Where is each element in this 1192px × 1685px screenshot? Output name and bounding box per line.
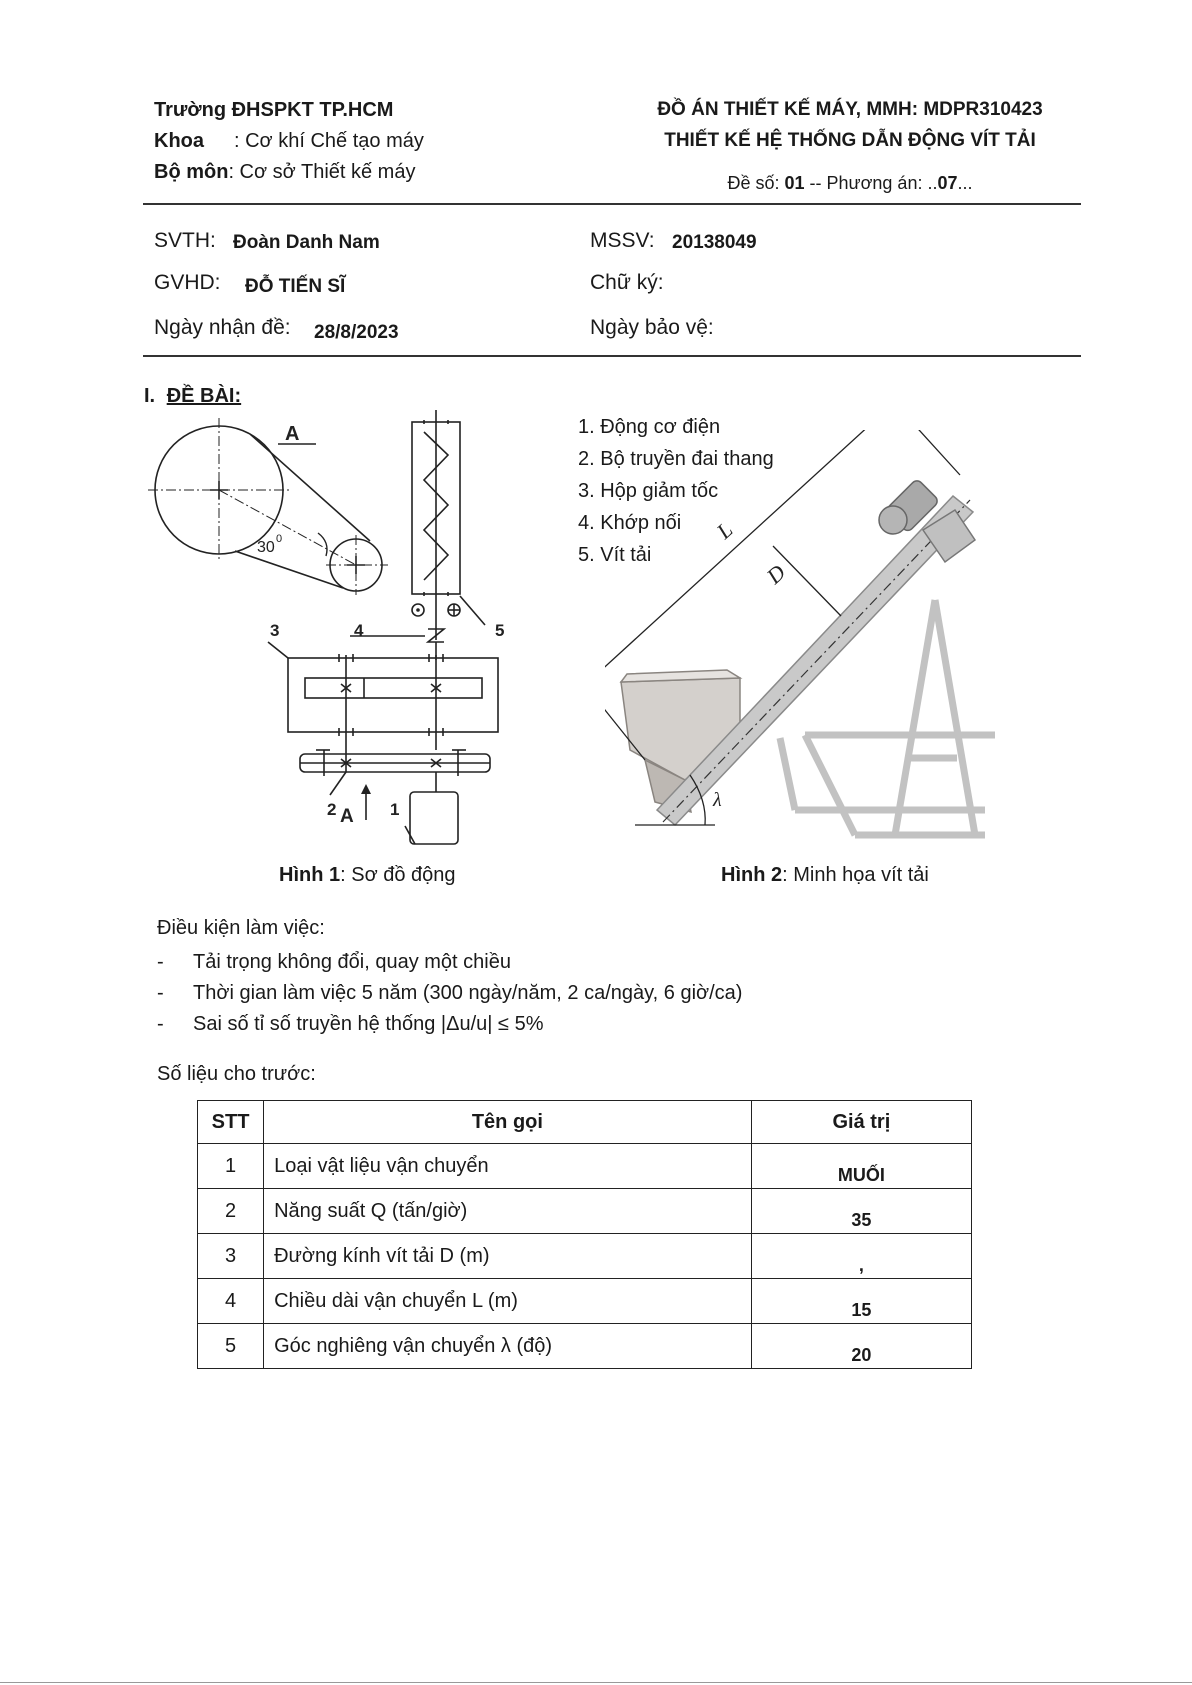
label-5: 5 [495,621,505,640]
gearbox-housing [288,658,498,732]
kinematic-diagram [140,410,540,855]
leader-3 [268,642,288,658]
received-date: 28/8/2023 [314,322,399,343]
row-value: 35 [751,1189,971,1234]
given-data-table [197,1100,972,1369]
given-data-title: Số liệu cho trước: [157,1063,316,1085]
option-prefix: -- Phương án: .. [804,173,938,193]
col-header-name: Tên gọi [264,1101,752,1144]
label-1: 1 [390,800,400,819]
angle-label: 30 [257,539,275,556]
screw-conveyor-illustration [605,430,1025,850]
row-number: 3 [198,1234,264,1279]
condition-item: - Thời gian làm việc 5 năm (300 ngày/năm, 2 ca/ngày, 6 giờ/ca) [157,982,743,1004]
project-title: THIẾT KẾ HỆ THỐNG DẪN ĐỘNG VÍT TẢI [664,130,1036,151]
row-name: Đường kính vít tải D (m) [264,1234,752,1279]
header-divider [143,203,1081,205]
col-header-stt: STT [198,1101,264,1144]
figure1-caption-text: : Sơ đồ động [340,864,456,886]
table-row [198,1144,972,1189]
table-row [198,1189,972,1234]
conditions-list [157,947,742,1040]
defense-date-label: Ngày bảo vệ: [590,316,714,339]
col-header-value: Giá trị [751,1101,971,1144]
table-row [198,1234,972,1279]
advisor-name: ĐỖ TIẾN SĨ [245,276,346,297]
section-number: I. [144,385,156,407]
option-number: 07 [937,173,958,193]
row-name: Chiều dài vận chuyển L (m) [264,1279,752,1324]
student-id: 20138049 [672,232,757,253]
figure2-caption-bold: Hình 2 [721,864,783,886]
degree-mark: 0 [276,533,283,545]
component-item: 1. Động cơ điện [578,416,721,438]
length-dimension-line [605,430,895,685]
faculty-label: Khoa [154,130,204,152]
row-value: 20 [751,1324,971,1369]
row-name: Loại vật liệu vận chuyển [264,1144,752,1189]
department-label: Bộ môn [154,161,229,183]
conditions-title: Điều kiện làm việc: [157,917,325,939]
row-name: Năng suất Q (tấn/giờ) [264,1189,752,1234]
faculty-line [154,126,424,156]
section-heading [144,385,241,408]
student-id-label: MSSV: [590,229,655,252]
student-label: SVTH: [154,229,216,252]
advisor-label: GVHD: [154,271,221,294]
section-title: ĐỀ BÀI: [166,385,242,407]
condition-item: - Sai số tỉ số truyền hệ thống |Δu/u| ≤ 5% [157,1013,544,1035]
component-item: 3. Hộp giảm tốc [578,480,719,502]
table-header-row [198,1101,972,1144]
figure2-caption [721,864,929,887]
topic-line [625,169,1075,197]
diameter-label: D [761,559,791,589]
table-row [198,1324,972,1369]
department-value: : Cơ sở Thiết kế máy [228,161,416,183]
school-name: Trường ĐHSPKT TP.HCM [154,99,394,121]
row-number: 4 [198,1279,264,1324]
course-title: ĐỒ ÁN THIẾT KẾ MÁY, MMH: MDPR310423 [657,99,1043,120]
support-frame [780,600,995,835]
component-item: 2. Bộ truyền đai thang [578,448,774,470]
belt-upper [250,434,370,541]
component-item: 5. Vít tải [578,544,652,566]
leader-2 [330,772,346,795]
electric-motor [410,792,458,844]
row-value: , [751,1234,971,1279]
topic-prefix: Đề số: [727,173,785,193]
faculty-value: : Cơ khí Chế tạo máy [234,130,424,152]
gear-pair [305,678,482,698]
table-row [198,1279,972,1324]
belt-lower [235,551,343,588]
view-a-top-label: A [285,423,300,445]
length-label: L [711,516,738,544]
department-line [154,157,415,187]
leader-5 [460,596,485,625]
component-item: 4. Khớp nối [578,512,682,534]
student-name: Đoàn Danh Nam [233,232,380,253]
topic-number: 01 [784,173,805,193]
row-value: MUỐI [751,1144,971,1189]
row-number: 2 [198,1189,264,1234]
option-suffix: ... [957,173,973,193]
row-value: 15 [751,1279,971,1324]
lambda-label: λ [713,789,722,811]
row-number: 1 [198,1144,264,1189]
row-name: Góc nghiêng vận chuyển λ (độ) [264,1324,752,1369]
figure1-caption-bold: Hình 1 [279,864,341,886]
figure1-caption [279,864,456,887]
view-a-bottom-label: A [340,806,354,827]
page-bottom-border [0,1682,1192,1683]
label-2: 2 [327,800,337,819]
info-divider [143,355,1081,357]
label-3: 3 [270,621,280,640]
label-4: 4 [354,621,364,640]
signature-label: Chữ ký: [590,271,664,294]
received-date-label: Ngày nhận đề: [154,316,291,339]
figure2-caption-text: : Minh họa vít tải [782,864,929,886]
condition-item: - Tải trọng không đổi, quay một chiều [157,951,511,973]
row-number: 5 [198,1324,264,1369]
